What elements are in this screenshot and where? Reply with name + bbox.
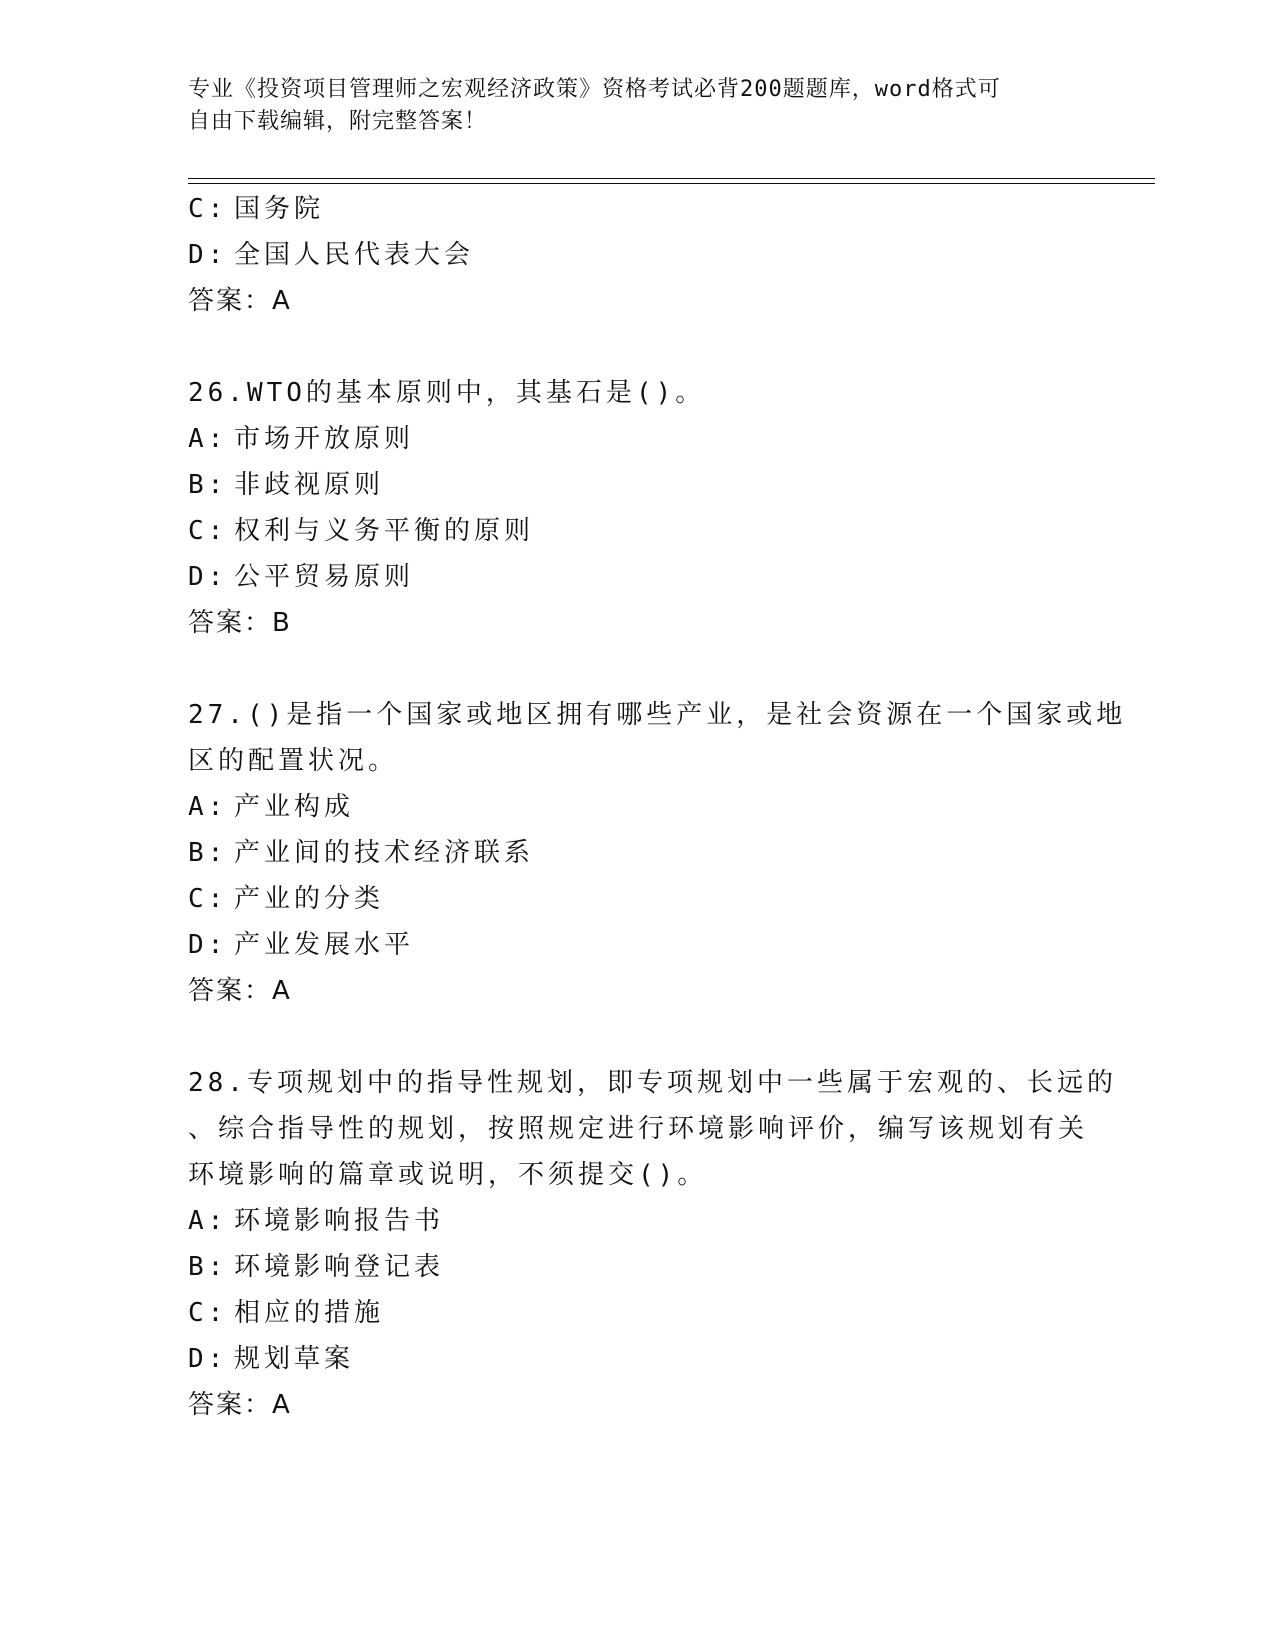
option-text: 产业间的技术经济联系	[234, 838, 535, 868]
prev-question	[188, 186, 1088, 324]
option-b	[188, 1244, 1088, 1290]
header-divider-bottom	[188, 183, 1155, 184]
option-d	[188, 1336, 1088, 1382]
option-a	[188, 784, 1088, 830]
document-header	[188, 74, 1068, 138]
option-letter: B:	[188, 470, 228, 500]
header-line-2: 自由下载编辑，附完整答案！	[188, 109, 488, 134]
option-text: 公平贸易原则	[234, 562, 415, 592]
option-letter: D:	[188, 930, 228, 960]
question-list	[188, 186, 1127, 1428]
option-letter: D:	[188, 562, 228, 592]
option-letter: A:	[188, 792, 228, 822]
answer: 答案：B	[188, 608, 292, 638]
option-letter: C:	[188, 194, 228, 224]
option-text: 规划草案	[234, 1344, 355, 1374]
option-text: 环境影响登记表	[234, 1252, 445, 1282]
option-letter: C:	[188, 1298, 228, 1328]
header-line-1: 专业《投资项目管理师之宏观经济政策》资格考试必背200题题库，word格式可	[188, 77, 1001, 102]
question-27	[188, 692, 1127, 1014]
option-d	[188, 232, 1088, 278]
question-stem: 环境影响的篇章或说明，不须提交()。	[188, 1160, 708, 1190]
option-text: 市场开放原则	[234, 424, 415, 454]
option-letter: A:	[188, 1206, 228, 1236]
option-letter: D:	[188, 1344, 228, 1374]
question-stem: 、综合指导性的规划，按照规定进行环境影响评价，编写该规划有关	[188, 1114, 1089, 1144]
option-c	[188, 1290, 1088, 1336]
question-28	[188, 1060, 1117, 1428]
answer: 答案：A	[188, 976, 292, 1006]
question-stem: 26.WTO的基本原则中，其基石是()。	[188, 378, 706, 408]
question-stem: 区的配置状况。	[188, 746, 399, 776]
option-text: 产业发展水平	[234, 930, 415, 960]
option-letter: A:	[188, 424, 228, 454]
question-stem: 27.()是指一个国家或地区拥有哪些产业，是社会资源在一个国家或地	[188, 700, 1127, 730]
answer: 答案：A	[188, 1390, 292, 1420]
option-letter: C:	[188, 516, 228, 546]
option-text: 产业构成	[234, 792, 355, 822]
option-d	[188, 554, 1088, 600]
option-letter: C:	[188, 884, 228, 914]
option-a	[188, 1198, 1088, 1244]
option-d	[188, 922, 1088, 968]
option-text: 非歧视原则	[234, 470, 385, 500]
question-26	[188, 370, 1088, 646]
option-b	[188, 462, 1088, 508]
option-text: 产业的分类	[234, 884, 385, 914]
question-stem: 28.专项规划中的指导性规划，即专项规划中一些属于宏观的、长远的	[188, 1068, 1117, 1098]
option-b	[188, 830, 1088, 876]
option-c	[188, 186, 1088, 232]
option-c	[188, 876, 1088, 922]
answer: 答案：A	[188, 286, 292, 316]
option-letter: B:	[188, 1252, 228, 1282]
option-letter: B:	[188, 838, 228, 868]
option-text: 环境影响报告书	[234, 1206, 445, 1236]
header-divider-top	[188, 178, 1155, 179]
option-text: 全国人民代表大会	[234, 240, 475, 270]
option-a	[188, 416, 1088, 462]
option-letter: D:	[188, 240, 228, 270]
option-c	[188, 508, 1088, 554]
option-text: 相应的措施	[234, 1298, 385, 1328]
option-text: 国务院	[234, 194, 325, 224]
option-text: 权利与义务平衡的原则	[234, 516, 535, 546]
